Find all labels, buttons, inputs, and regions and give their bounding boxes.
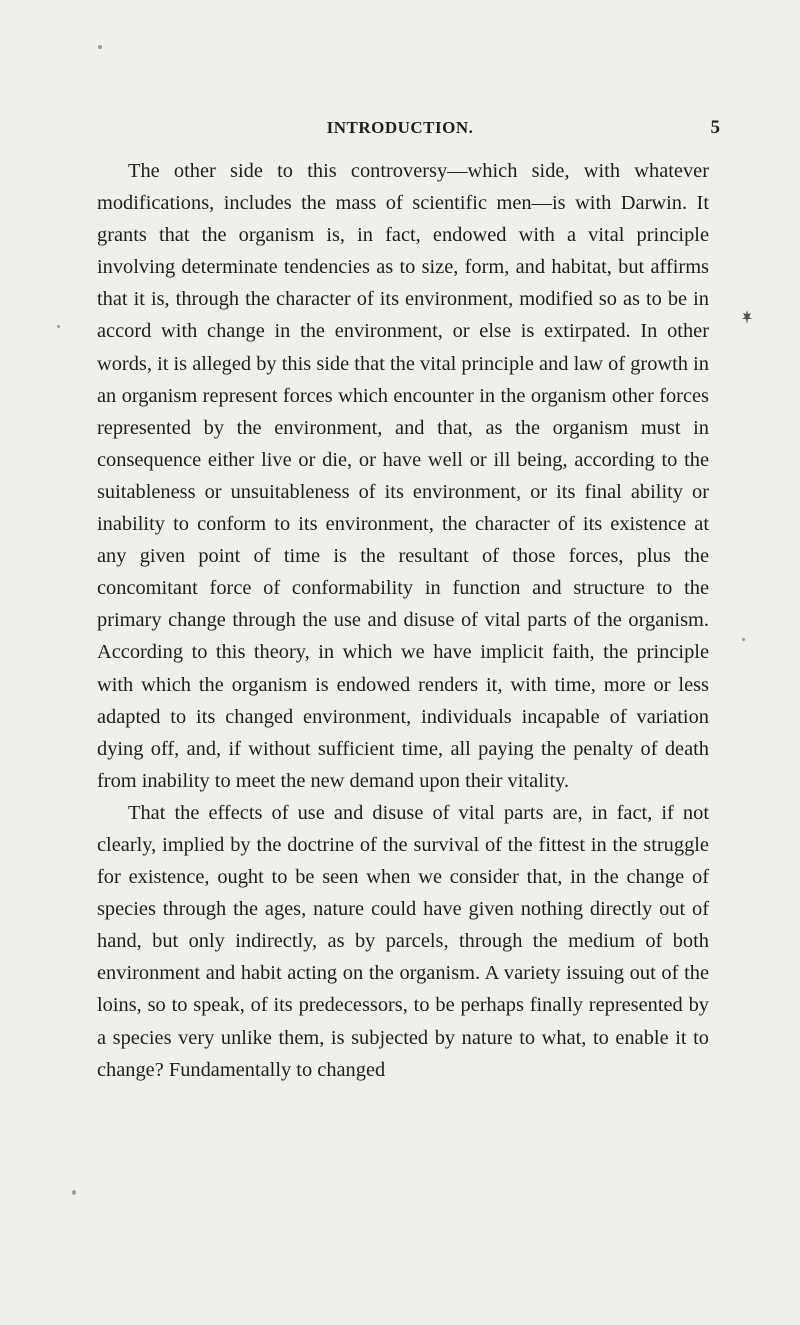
paper-speck-icon bbox=[742, 638, 745, 641]
margin-ink-mark-icon bbox=[742, 310, 752, 324]
running-head bbox=[0, 116, 800, 140]
paragraph-2: That the effects of use and disuse of vital parts are, in fact, if not clearly, implied by the doctrine of the survival of the fittest in the struggle for existence, ought to be seen when we consider that, in the change of species through the ages, nature could have given nothing directly out of hand, but only indirectly, as by parcels, through the medium of both environment and habit acting on the organism. A variety issuing out of the loins, so to speak, of its predecessors, to be perhaps finally represented by a species very unlike them, is subjected by nature to what, to enable it to change? Fundamentally to changed bbox=[97, 801, 709, 1081]
paper-speck-icon bbox=[72, 1190, 76, 1195]
running-head-title: INTRODUCTION. bbox=[326, 118, 474, 137]
paragraph-1: The other side to this controversy—which side, with whatever modifications, includes the mass of scientific men—is with Darwin. It grants that the organism is, in fact, endowed with a vital principle involving determinate tendencies as to size, form, and habitat, but affirms that it is, through the character of its environment, modified so as to be in accord with change in the environment, or else is extirpated. In other words, it is alleged by this side that the vital principle and law of growth in an organism represent forces which encounter in the organism other forces represented by the environment, and that, as the organism must in consequence either live or die, or have well or ill being, according to the suitableness or unsuitableness of its environment, or its final ability or inability to conform to its environment, the character of its existence at any given point of time is the resultant of those forces, plus the concomitant force of conformability in function and structure to the primary change through the use and disuse of vital parts of the organism. According to this theory, in which we have implicit faith, the principle with which the organism is endowed renders it, with time, more or less adapted to its changed environment, individuals incapable of variation dying off, and, if without sufficient time, all paying the penalty of death from inability to meet the new demand upon their vitality. bbox=[97, 160, 709, 792]
page-number: 5 bbox=[710, 117, 720, 138]
paper-speck-icon bbox=[57, 325, 60, 328]
body-text bbox=[97, 155, 709, 1086]
paper-speck-icon bbox=[98, 45, 102, 49]
